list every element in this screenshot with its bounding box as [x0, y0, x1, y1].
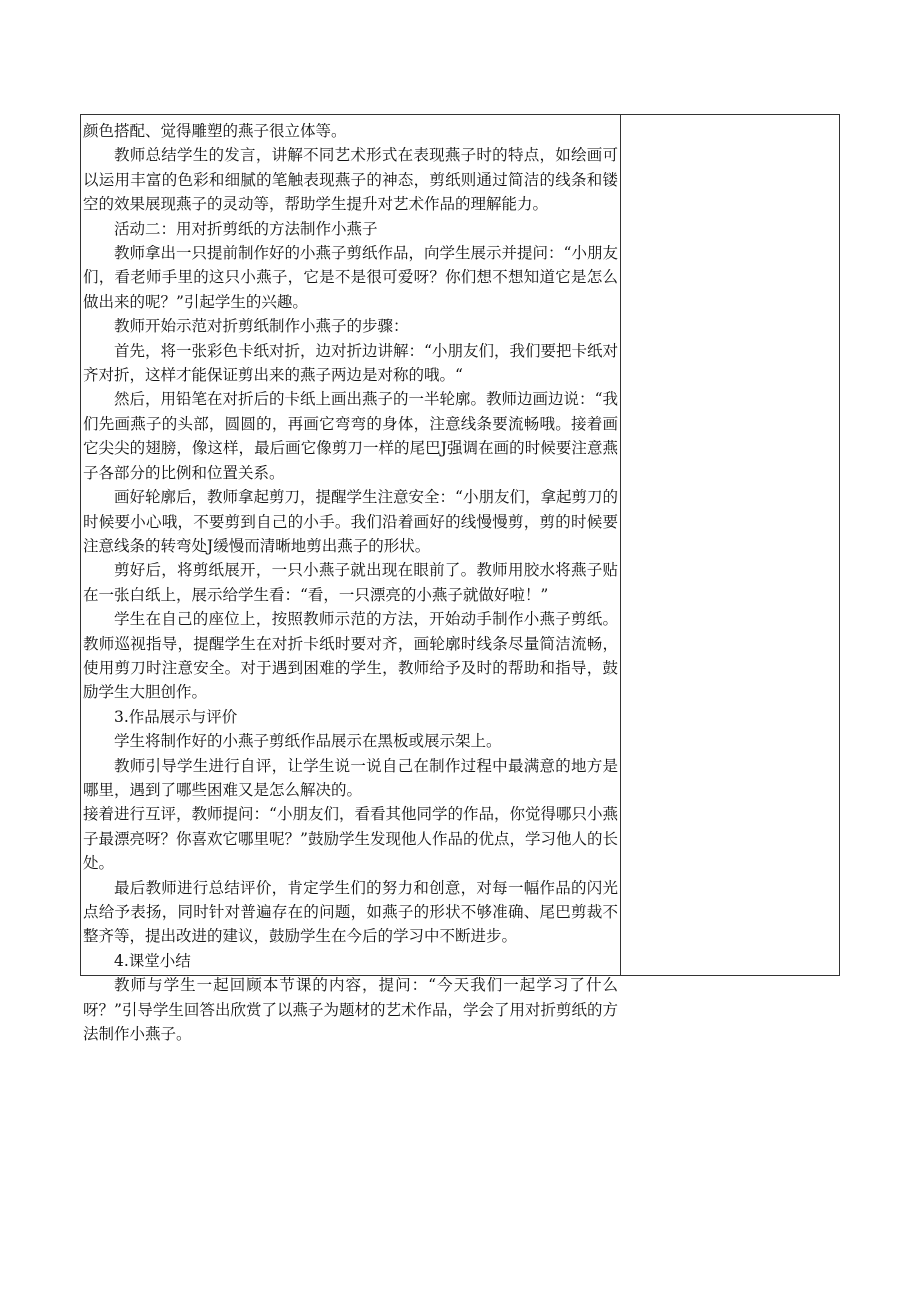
lesson-plan-table — [80, 114, 840, 1044]
paragraph: 学生在自己的座位上，按照教师示范的方法，开始动手制作小燕子剪纸。教师巡视指导，提醒学生在对折卡纸时要对齐，画轮廓时线条尽量简洁流畅，使用剪刀时注意安全。对于遇到困难的学生，教师给予及时的帮助和指导，鼓励学生大胆创作。 — [83, 610, 618, 702]
paragraph: 学生将制作好的小燕子剪纸作品展示在黑板或展示架上。 — [114, 732, 502, 751]
paragraph: 教师总结学生的发言，讲解不同艺术形式在表现燕子时的特点，如绘画可以运用丰富的色彩和细腻的笔触表现燕子的神态，剪纸则通过简洁的线条和镂空的效果展现燕子的灵动等，帮助学生提升对艺术作品的理解能力。 — [83, 146, 618, 214]
section-heading: 3.作品展示与评价 — [114, 707, 238, 726]
paragraph: 教师引导学生进行自评，让学生说一说自己在制作过程中最满意的地方是哪里，遇到了哪些困难又是怎么解决的。 — [83, 756, 618, 799]
notes-cell — [621, 115, 839, 975]
paragraph: 教师开始示范对折剪纸制作小燕子的步骤： — [114, 317, 409, 336]
paragraph: 然后，用铅笔在对折后的卡纸上画出燕子的一半轮廓。教师边画边说：“我们先画燕子的头部，圆圆的，再画它弯弯的身体，注意线条要流畅哦。接着画它尖尖的翅膀，像这样，最后画它像剪刀一样的尾巴J强调在画的时候要注意燕子各部分的比例和位置关系。 — [83, 390, 618, 482]
paragraph: 最后教师进行总结评价，肯定学生们的努力和创意，对每一幅作品的闪光点给予表扬，同时针对普遍存在的问题，如燕子的形状不够准确、尾巴剪裁不整齐等，提出改进的建议，鼓励学生在今后的学习中不断进步。 — [83, 878, 618, 946]
paragraph: 教师与学生一起回顾本节课的内容，提问：“今天我们一起学习了什么呀？”引导学生回答出欣赏了以燕子为题材的艺术作品，学会了用对折剪纸的方法制作小燕子。 — [83, 976, 618, 1044]
paragraph: 教师拿出一只提前制作好的小燕子剪纸作品，向学生展示并提问：“小朋友们，看老师手里的这只小燕子，它是不是很可爱呀？你们想不想知道它是怎么做出来的呢？”引起学生的兴趣。 — [83, 244, 618, 311]
section-heading: 4.课堂小结 — [114, 951, 191, 970]
section-heading: 活动二：用对折剪纸的方法制作小燕子 — [114, 219, 378, 238]
paragraph: 画好轮廓后，教师拿起剪刀，提醒学生注意安全：“小朋友们，拿起剪刀的时候要小心哦，不要剪到自己的小手。我们沿着画好的线慢慢剪，剪的时候要注意线条的转弯处J缓慢而清晰地剪出燕子的形状。 — [83, 488, 618, 555]
paragraph: 接着进行互评，教师提问：“小朋友们，看看其他同学的作品，你觉得哪只小燕子最漂亮呀？你喜欢它哪里呢？”鼓励学生发现他人作品的优点，学习他人的长处。 — [83, 805, 618, 873]
teaching-process-cell — [81, 115, 621, 1044]
paragraph: 颜色搭配、觉得雕塑的燕子很立体等。 — [83, 122, 347, 140]
paragraph: 剪好后，将剪纸展开，一只小燕子就出现在眼前了。教师用胶水将燕子贴在一张白纸上，展示给学生看：“看，一只漂亮的小燕子就做好啦！” — [83, 561, 618, 604]
paragraph: 首先，将一张彩色卡纸对折，边对折边讲解：“小朋友们，我们要把卡纸对齐对折，这样才能保证剪出来的燕子两边是对称的哦。“ — [83, 341, 618, 385]
